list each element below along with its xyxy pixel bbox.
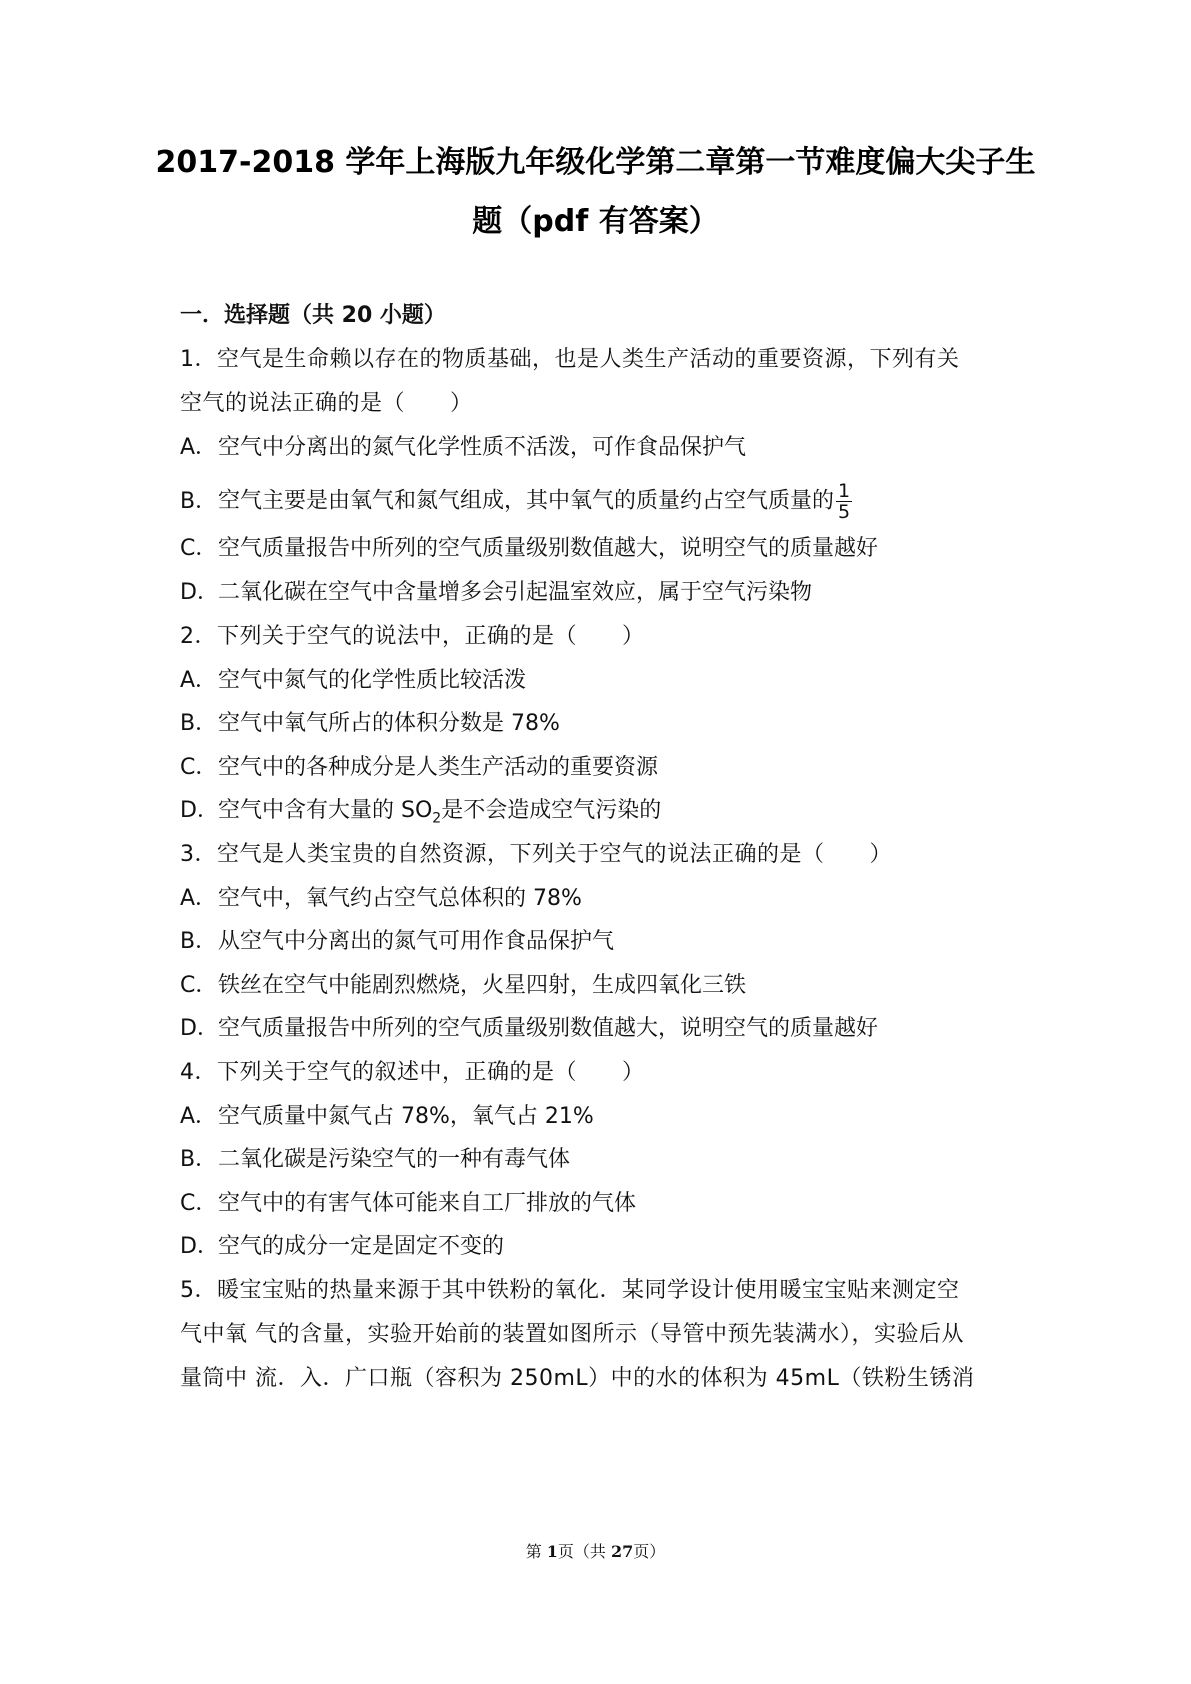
option-label: D． xyxy=(180,1016,219,1041)
option-label: D． xyxy=(180,1234,219,1259)
option-text: 空气主要是由氧气和氮气组成，其中氧气的质量约占空气质量的 xyxy=(218,488,835,514)
question-4-option-d xyxy=(180,1234,1020,1260)
footer-middle: 页（共 xyxy=(557,1542,612,1561)
option-label: D． xyxy=(180,580,219,605)
option-label: B． xyxy=(180,1147,218,1172)
question-1-option-c xyxy=(180,536,1020,562)
option-label: A． xyxy=(180,1104,218,1129)
option-label: B． xyxy=(180,711,218,736)
footer-total-pages: 27 xyxy=(611,1542,634,1561)
option-text-after-subscript: 是不会造成空气污染的 xyxy=(441,798,662,823)
option-label: A． xyxy=(180,668,218,693)
option-label: C． xyxy=(180,755,218,780)
question-4-stem: 4．下列关于空气的叙述中，正确的是（ ） xyxy=(180,1060,645,1085)
question-4-option-c xyxy=(180,1191,1020,1217)
question-4-option-a xyxy=(180,1104,1020,1130)
document-title-line-2: 题（pdf 有答案） xyxy=(472,204,719,239)
option-label: B． xyxy=(180,929,218,954)
question-3-option-c xyxy=(180,973,1020,999)
question-5-stem-line-3: 量筒中 流．入．广口瓶（容积为 250mL）中的水的体积为 45mL（铁粉生锈消 xyxy=(180,1366,975,1391)
option-text: 空气中氮气的化学性质比较活泼 xyxy=(218,668,527,693)
question-2-option-c xyxy=(180,755,1020,781)
page-footer xyxy=(0,1542,1191,1562)
question-1-stem-line-2: 空气的说法正确的是（ ） xyxy=(180,391,473,416)
option-label: A． xyxy=(180,435,218,460)
fraction-denominator: 5 xyxy=(838,501,851,523)
option-text: 空气质量报告中所列的空气质量级别数值越大，说明空气的质量越好 xyxy=(218,1016,879,1041)
option-text: 空气质量中氮气占 78%，氧气占 21% xyxy=(218,1104,594,1129)
option-text: 从空气中分离出的氮气可用作食品保护气 xyxy=(218,929,615,954)
option-text: 空气中分离出的氮气化学性质不活泼，可作食品保护气 xyxy=(218,435,747,460)
section-heading: 一．选择题（共 20 小题） xyxy=(180,303,446,328)
option-text-before-subscript: 空气中含有大量的 SO xyxy=(218,798,433,823)
fraction-one-fifth xyxy=(836,481,852,522)
option-label: A． xyxy=(180,886,218,911)
option-label: B． xyxy=(180,488,218,514)
option-text: 空气中的有害气体可能来自工厂排放的气体 xyxy=(218,1191,637,1216)
option-text: 二氧化碳是污染空气的一种有毒气体 xyxy=(218,1147,571,1172)
option-label: C． xyxy=(180,973,218,998)
question-3-option-a xyxy=(180,886,1020,912)
footer-page-number: 1 xyxy=(546,1542,558,1561)
option-text: 铁丝在空气中能剧烈燃烧，火星四射，生成四氧化三铁 xyxy=(218,973,747,998)
question-2-option-b xyxy=(180,711,1020,737)
option-label: C． xyxy=(180,536,218,561)
option-text: 空气中氧气所占的体积分数是 78% xyxy=(218,711,560,736)
question-5-stem-line-1: 5．暖宝宝贴的热量来源于其中铁粉的氧化．某同学设计使用暖宝宝贴来测定空 xyxy=(180,1278,960,1303)
question-2-option-d xyxy=(180,798,1020,831)
question-4-option-b xyxy=(180,1147,1020,1173)
question-3-stem: 3．空气是人类宝贵的自然资源，下列关于空气的说法正确的是（ ） xyxy=(180,842,892,867)
option-text: 空气质量报告中所列的空气质量级别数值越大，说明空气的质量越好 xyxy=(218,536,879,561)
subscript: 2 xyxy=(432,810,442,827)
question-5-stem-line-2: 气中氧 气的含量，实验开始前的装置如图所示（导管中预先装满水），实验后从 xyxy=(180,1322,964,1347)
question-1-stem-line-1: 1．空气是生命赖以存在的物质基础，也是人类生产活动的重要资源，下列有关 xyxy=(180,347,960,372)
question-1-option-a xyxy=(180,435,1020,461)
question-1-option-d xyxy=(180,580,1020,606)
fraction-numerator: 1 xyxy=(838,480,851,502)
question-2-stem: 2．下列关于空气的说法中，正确的是（ ） xyxy=(180,624,645,649)
footer-prefix: 第 xyxy=(525,1542,547,1561)
option-text: 二氧化碳在空气中含量增多会引起温室效应，属于空气污染物 xyxy=(218,580,813,605)
question-3-option-d xyxy=(180,1016,1020,1042)
document-title-line-1: 2017-2018 学年上海版九年级化学第二章第一节难度偏大尖子生 xyxy=(155,145,1036,180)
question-1-option-b xyxy=(180,481,1020,522)
option-label: D． xyxy=(180,798,219,823)
question-2-option-a xyxy=(180,668,1020,694)
option-label: C． xyxy=(180,1191,218,1216)
question-3-option-b xyxy=(180,929,1020,955)
footer-suffix: 页） xyxy=(633,1542,666,1561)
option-text: 空气的成分一定是固定不变的 xyxy=(218,1234,505,1259)
option-text: 空气中，氧气约占空气总体积的 78% xyxy=(218,886,582,911)
option-text: 空气中的各种成分是人类生产活动的重要资源 xyxy=(218,755,659,780)
